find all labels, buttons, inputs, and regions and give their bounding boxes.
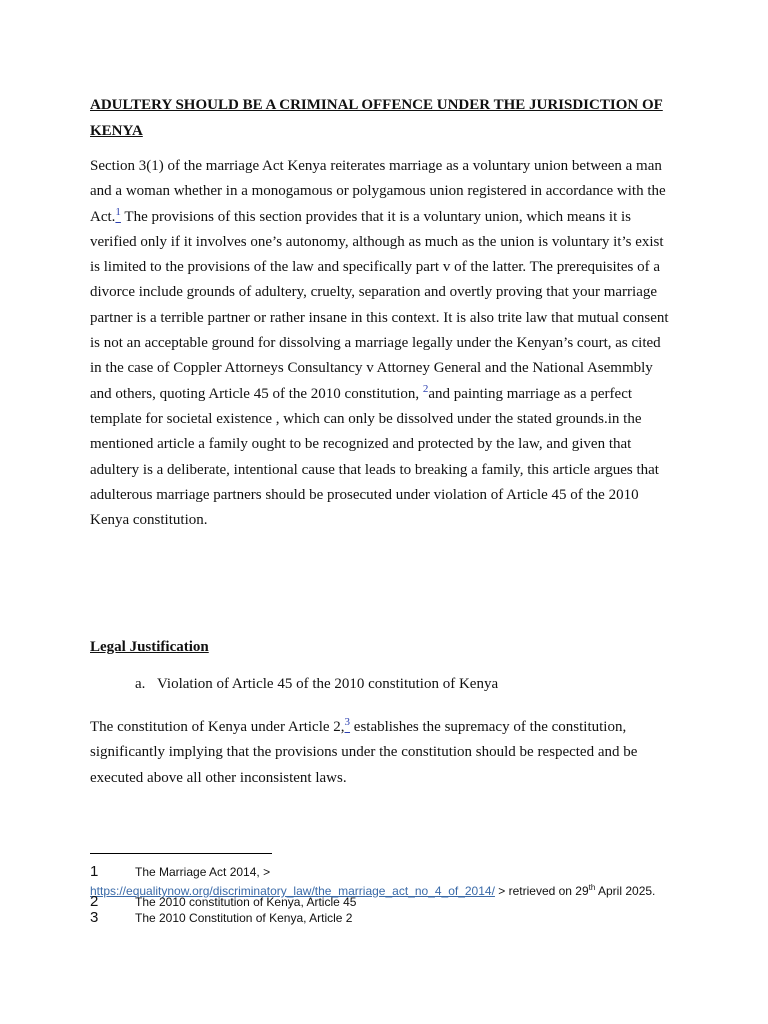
paragraph-intro [90,154,675,533]
paragraph-text: The provisions of this section provides that it is a voluntary union, which means it is verified only if it involves one’s autonomy, although as much as the union is voluntary it’s exist is limited to the provisions of the law and specifically part v of the latter. The prerequisites of a divorce include grounds of adultery, cruelty, separation and overtly proving that your marriage partner is a terrible partner or rather insane in this context. It is also trite law that mutual consent is not an acceptable ground for dissolving a marriage legally under the Kenyan’s court, as cited in the case of Coppler Attorneys Consultancy v Attorney General and the National Asemmbly and others, quoting Article 45 of the 2010 constitution, [90,208,669,402]
paragraph-text: establishes the supremacy of the constitution, significantly implying that the provisions under the constitution should be respected and be executed above all other inconsistent laws. [90,719,638,786]
footnote-number: 1 [90,863,99,880]
footnote-text: The Marriage Act 2014, > [135,865,271,879]
footnote-text: > retrieved on 29 [494,884,589,898]
paragraph-constitution [90,715,675,791]
footnote-ref-2[interactable]: 2 [422,382,429,395]
footnote-3 [90,910,690,926]
footnote-ref-1[interactable]: 1 [115,205,121,218]
paragraph-text: The constitution of Kenya under Article 2, [90,719,345,735]
footnote-number: 2 [90,893,99,910]
footnote-ref-3[interactable]: 3 [344,716,351,728]
footnote-separator [90,853,272,854]
paragraph-text: and painting marriage as a perfect template for societal existence , which can only be dissolved under the stated grounds.in the mentioned article a family ought to be recognized and protected by the law, and given that adultery is a deliberate, intentional cause that leads to breaking a family, this article argues that adulterous marriage partners should be prosecuted under violation of Article 45 of the 2010 Kenya constitution. [90,385,659,529]
footnote-link[interactable]: https://equalitynow.org/discriminatory_law/the_marriage_act_no_4_of_2014/ [90,884,495,898]
paragraph-text: Section 3(1) of the marriage Act Kenya reiterates marriage as a voluntary union between a man and a woman whether in a monogamous or polygamous union registered in accordance with the Act. [90,158,666,225]
list-item [135,676,498,693]
section-heading: Legal Justification [90,639,209,655]
footnote-text: The 2010 constitution of Kenya, Article 45 [135,895,357,909]
list-marker: a. [135,676,146,692]
footnote-text: April 2025. [595,884,656,898]
footnote-superscript: th [588,883,596,892]
list-item-text: Violation of Article 45 of the 2010 constitution of Kenya [157,676,499,692]
footnote-text: The 2010 Constitution of Kenya, Article 2 [135,911,353,925]
footnote-number: 3 [90,909,99,926]
document-title: ADULTERY SHOULD BE A CRIMINAL OFFENCE UNDER THE JURISDICTION OF KENYA [90,97,663,139]
footnote-2 [90,894,690,910]
